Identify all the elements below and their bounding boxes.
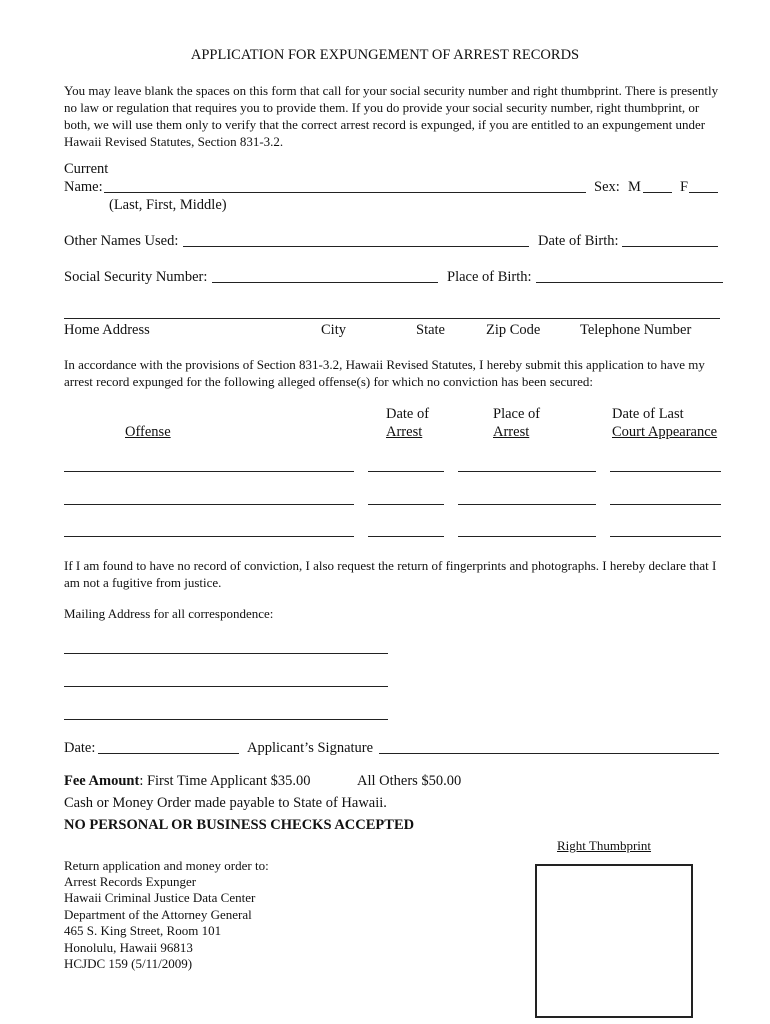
- city-label: City: [321, 322, 346, 338]
- col-arrest-place: Arrest: [493, 424, 530, 440]
- offense-row-3-court[interactable]: [610, 536, 721, 537]
- other-names-label: Other Names Used:: [64, 233, 179, 249]
- declaration-text: If I am found to have no record of conviction, I also request the return of fingerprints and photographs. I hereby declare that I am not a fugitive from justice.: [64, 558, 717, 590]
- fee-first-time: : First Time Applicant $35.00: [139, 773, 311, 789]
- offense-row-2-court[interactable]: [610, 504, 721, 505]
- current-label: Current: [64, 161, 109, 177]
- zip-label: Zip Code: [486, 322, 541, 338]
- return-line-3: Hawaii Criminal Justice Data Center: [64, 890, 256, 905]
- return-line-6: Honolulu, Hawaii 96813: [64, 940, 193, 955]
- mailing-line-3[interactable]: [64, 719, 388, 720]
- return-line-2: Arrest Records Expunger: [64, 874, 197, 889]
- other-names-field[interactable]: [183, 246, 529, 247]
- mailing-line-1[interactable]: [64, 653, 388, 654]
- thumbprint-label: Right Thumbprint: [557, 838, 652, 853]
- col-place-of: Place of: [493, 406, 541, 422]
- sex-label: Sex:: [594, 179, 620, 195]
- sex-f-label: F: [680, 179, 689, 195]
- offense-row-1-court[interactable]: [610, 471, 721, 472]
- offense-row-1-offense[interactable]: [64, 471, 354, 472]
- accordance-text: In accordance with the provisions of Section 831-3.2, Hawaii Revised Statutes, I hereby submit this application to have my arrest record expunged for the following alleged offense(s) for which no conviction has been secured:: [64, 357, 705, 389]
- phone-label: Telephone Number: [580, 322, 692, 338]
- col-date-of-last: Date of Last: [612, 406, 684, 422]
- home-address-label: Home Address: [64, 322, 150, 338]
- date-label: Date:: [64, 740, 96, 756]
- mailing-label: Mailing Address for all correspondence:: [64, 606, 274, 621]
- offense-row-3-offense[interactable]: [64, 536, 354, 537]
- return-line-5: 465 S. King Street, Room 101: [64, 923, 222, 938]
- no-checks-text: NO PERSONAL OR BUSINESS CHECKS ACCEPTED: [64, 817, 415, 833]
- offense-row-1-date[interactable]: [368, 471, 444, 472]
- pob-label: Place of Birth:: [447, 269, 532, 285]
- signature-label: Applicant’s Signature: [247, 740, 374, 756]
- sex-m-label: M: [628, 179, 641, 195]
- mailing-line-2[interactable]: [64, 686, 388, 687]
- pob-field[interactable]: [536, 282, 723, 283]
- offense-row-2-date[interactable]: [368, 504, 444, 505]
- name-field[interactable]: [104, 192, 586, 193]
- offense-row-2-offense[interactable]: [64, 504, 354, 505]
- offense-row-1-place[interactable]: [458, 471, 596, 472]
- state-label: State: [416, 322, 445, 338]
- return-line-7: HCJDC 159 (5/11/2009): [64, 956, 193, 971]
- offense-row-2-place[interactable]: [458, 504, 596, 505]
- fee-others: All Others $50.00: [357, 773, 462, 789]
- fee-line: [64, 773, 311, 790]
- col-offense: Offense: [125, 424, 171, 440]
- dob-label: Date of Birth:: [538, 233, 619, 249]
- thumbprint-box[interactable]: [535, 864, 693, 1018]
- dob-field[interactable]: [622, 246, 718, 247]
- signature-field[interactable]: [379, 753, 719, 754]
- return-line-4: Department of the Attorney General: [64, 907, 252, 922]
- payable-text: Cash or Money Order made payable to State of Hawaii.: [64, 795, 387, 811]
- return-line-1: Return application and money order to:: [64, 858, 269, 873]
- fee-label: Fee Amount: [64, 773, 140, 789]
- offense-row-3-date[interactable]: [368, 536, 444, 537]
- ssn-field[interactable]: [212, 282, 438, 283]
- address-field[interactable]: [64, 318, 720, 319]
- date-field[interactable]: [98, 753, 239, 754]
- name-hint: (Last, First, Middle): [109, 197, 227, 213]
- offense-row-3-place[interactable]: [458, 536, 596, 537]
- form-title: APPLICATION FOR EXPUNGEMENT OF ARREST RECORDS: [190, 47, 580, 63]
- ssn-label: Social Security Number:: [64, 269, 208, 285]
- col-arrest-date: Arrest: [386, 424, 423, 440]
- name-label: Name:: [64, 179, 103, 195]
- sex-m-field[interactable]: [643, 192, 672, 193]
- intro-text: You may leave blank the spaces on this form that call for your social security number and right thumbprint. There is presently no law or regulation that requires you to provide them. If you do provide your social security number, right thumbprint, or both, we will use them only to verify that the correct arrest record is expunged, if you are entitled to an expungement under Hawaii Revised Statutes, Section 831-3.2.: [64, 83, 719, 149]
- sex-f-field[interactable]: [689, 192, 718, 193]
- col-court-appearance: Court Appearance: [612, 424, 718, 440]
- col-date-of: Date of: [386, 406, 430, 422]
